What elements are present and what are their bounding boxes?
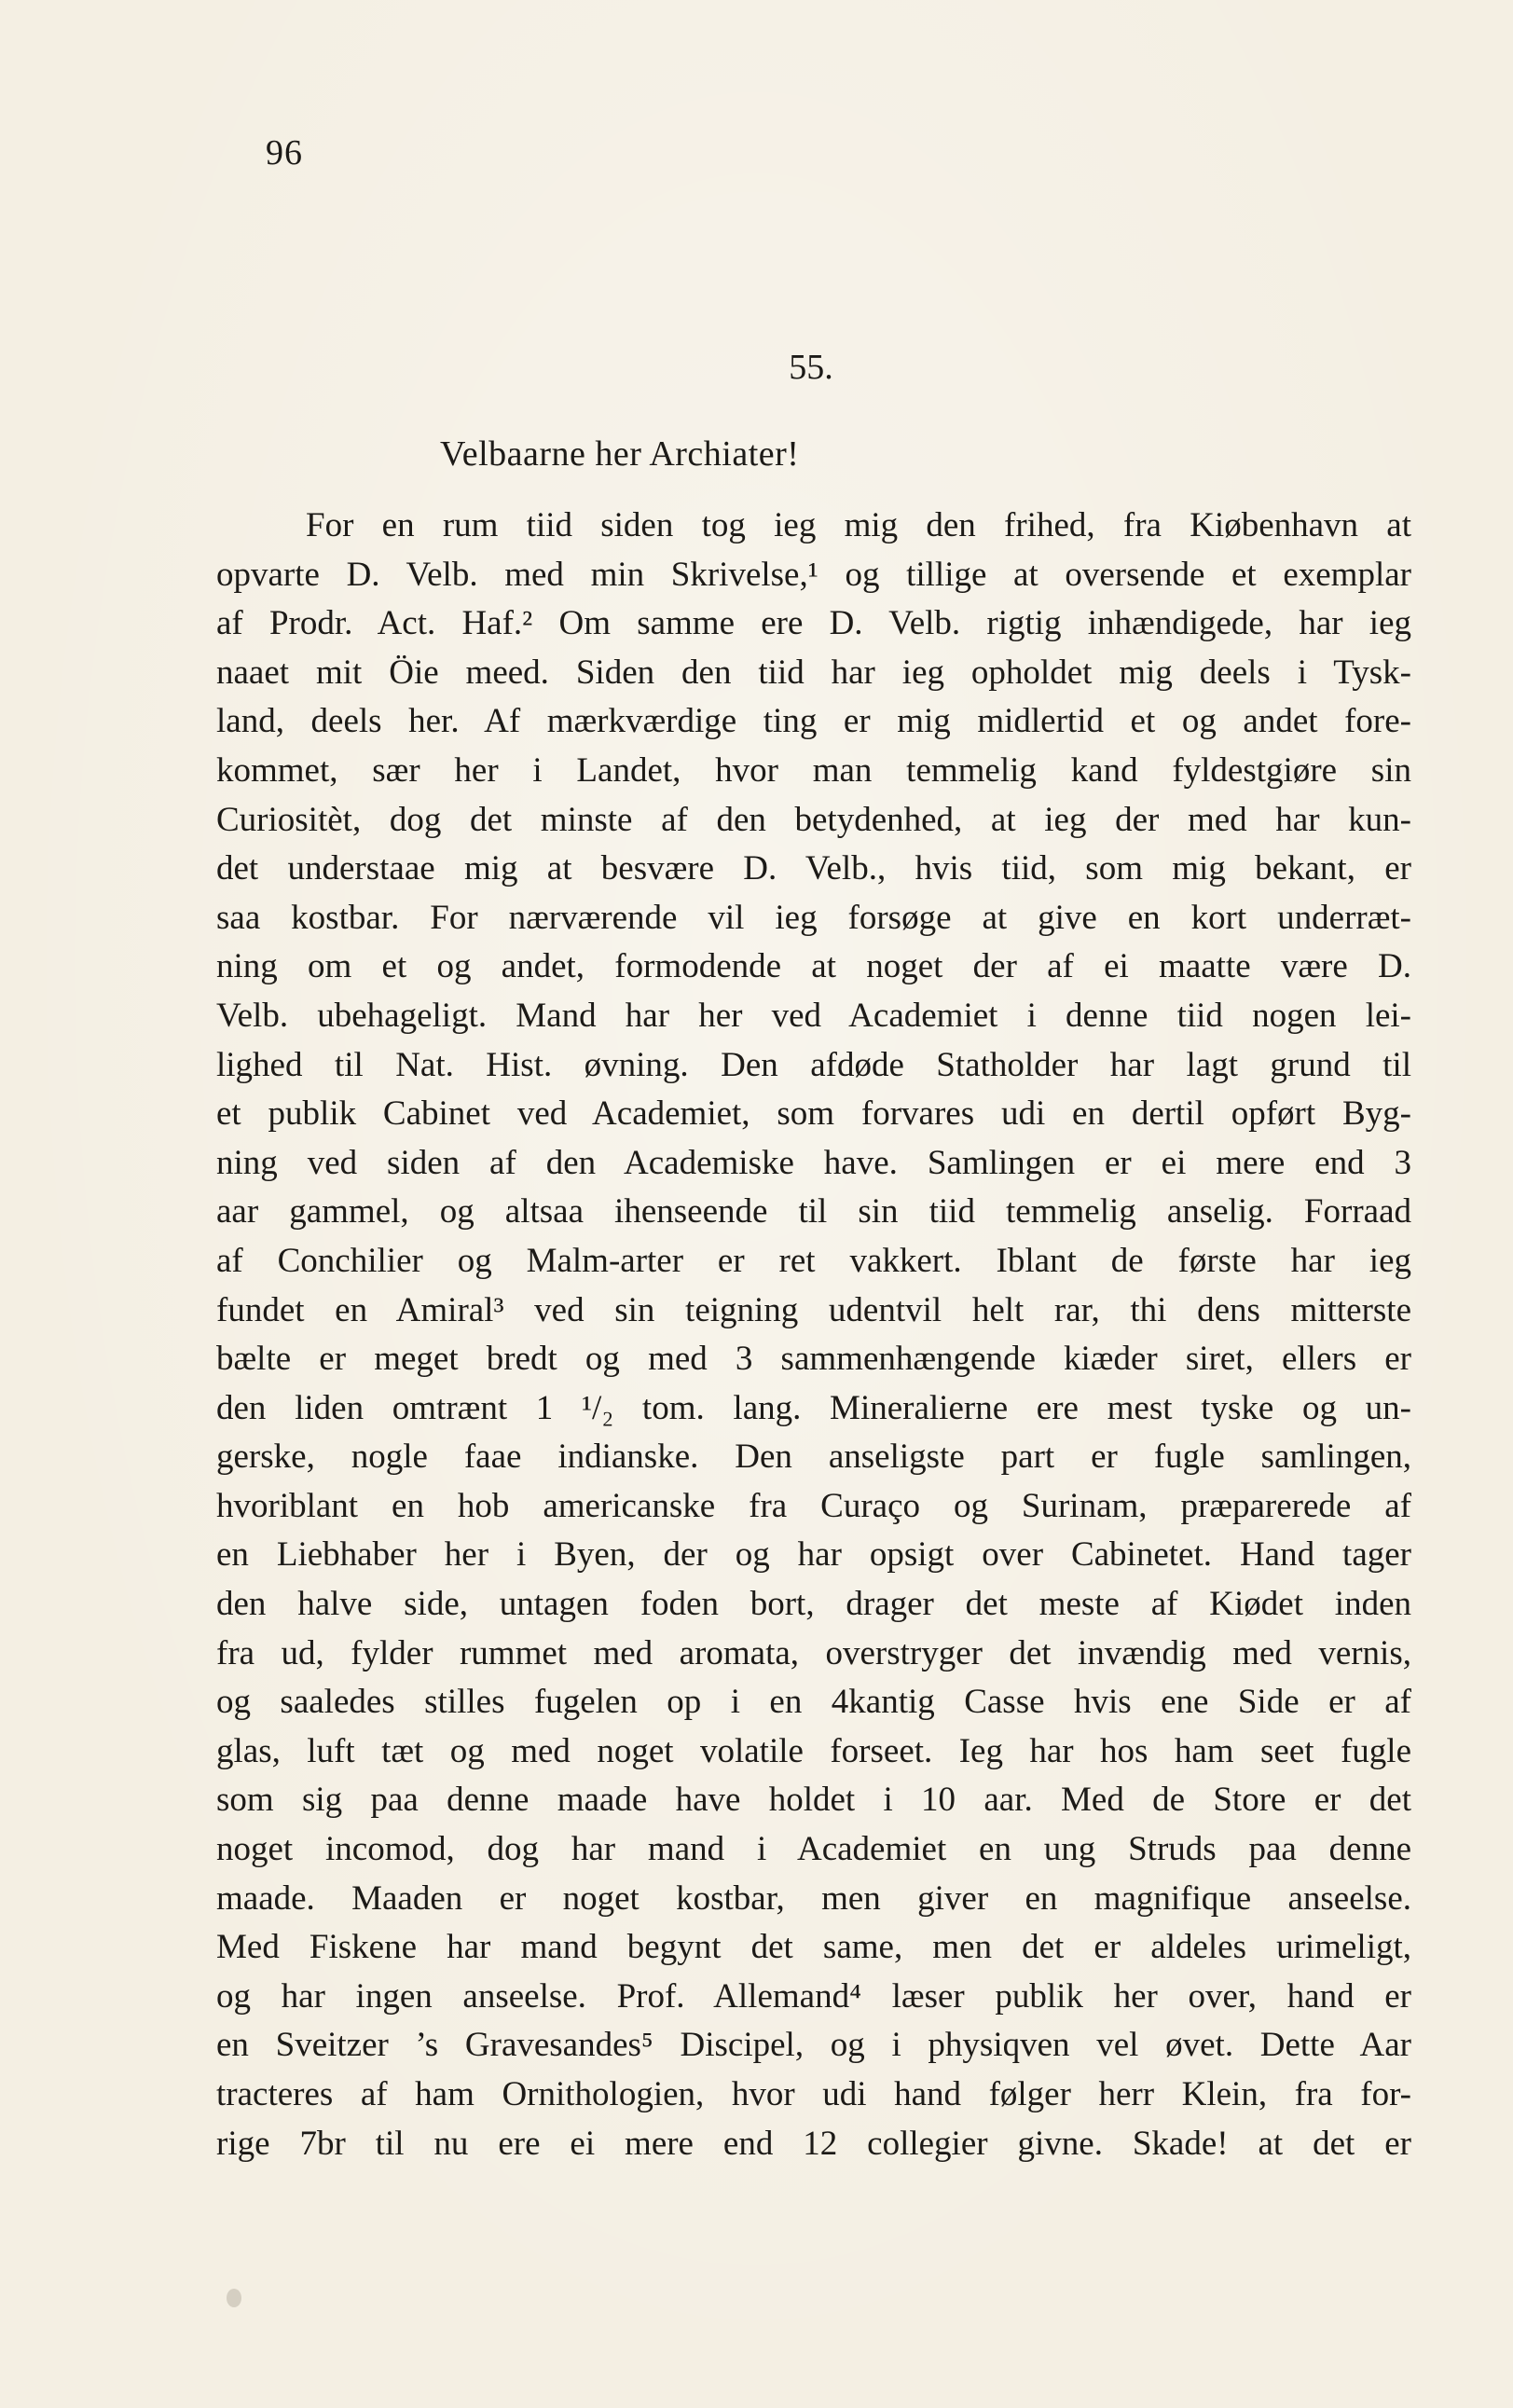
- text-line: maade. Maaden er noget kostbar, men giver en magnifique anseelse.: [216, 1878, 1411, 1918]
- text-line: fundet en Amiral³ ved sin teigning udentvil helt rar, thi dens mitterste: [216, 1290, 1411, 1329]
- text-line: noget incomod, dog har mand i Academiet en ung Struds paa denne: [216, 1830, 1411, 1869]
- text-line: af Prodr. Act. Haf.² Om samme ere D. Velb. rigtig inhændigede, har ieg: [216, 604, 1411, 643]
- salutation: Velbaarne her Archiater!: [440, 434, 800, 474]
- text-line: naaet mit Öie meed. Siden den tiid har ieg opholdet mig deels i Tysk-: [216, 653, 1411, 692]
- text-line: ning om et og andet, formodende at noget der af ei maatte være D.: [216, 947, 1411, 986]
- text-line: aar gammel, og altsaa ihenseende til sin tiid temmelig anselig. Forraad: [216, 1192, 1411, 1232]
- text-line: en Sveitzer ’s Gravesandes⁵ Discipel, og i physiqven vel øvet. Dette Aar: [216, 2026, 1411, 2065]
- text-line: gerske, nogle faae indianske. Den anseligste part er fugle samlingen,: [216, 1438, 1411, 1477]
- text-line: den liden omtrænt 1 ¹/₂ tom. lang. Mineralierne ere mest tyske og un-: [216, 1388, 1411, 1427]
- text-line: rige 7br til nu ere ei mere end 12 collegier givne. Skade! at det er: [216, 2124, 1411, 2163]
- text-line: hvoriblant en hob americanske fra Curaço og Surinam, præparerede af: [216, 1486, 1411, 1525]
- text-line: som sig paa denne maade have holdet i 10 aar. Med de Store er det: [216, 1781, 1411, 1820]
- text-line: tracteres af ham Ornithologien, hvor udi hand følger herr Klein, fra for-: [216, 2075, 1411, 2113]
- text-line: For en rum tiid siden tog ieg mig den frihed, fra Kiøbenhavn at: [306, 506, 1411, 544]
- text-line: kommet, sær her i Landet, hvor man temmelig kand fyldestgiøre sin: [216, 750, 1411, 790]
- page-number: 96: [266, 133, 303, 172]
- letter-number: 55.: [789, 348, 833, 387]
- text-line: Med Fiskene har mand begynt det same, men det er aldeles urimeligt,: [216, 1928, 1411, 1967]
- text-line: et publik Cabinet ved Academiet, som forvares udi en dertil opført Byg-: [216, 1094, 1411, 1134]
- text-line: opvarte D. Velb. med min Skrivelse,¹ og tillige at oversende et exemplar: [216, 555, 1411, 594]
- text-line: ning ved siden af den Academiske have. Samlingen er ei mere end 3: [216, 1143, 1411, 1182]
- text-line: Velb. ubehageligt. Mand har her ved Academiet i denne tiid nogen lei-: [216, 996, 1411, 1035]
- paper-smudge: [227, 2289, 241, 2307]
- text-line: den halve side, untagen foden bort, drager det meste af Kiødet inden: [216, 1585, 1411, 1624]
- text-line: af Conchilier og Malm-arter er ret vakkert. Iblant de første har ieg: [216, 1241, 1411, 1280]
- text-line: Curiositèt, dog det minste af den betydenhed, at ieg der med har kun-: [216, 800, 1411, 839]
- text-line: glas, luft tæt og med noget volatile forseet. Ieg har hos ham seet fugle: [216, 1731, 1411, 1770]
- text-line: bælte er meget bredt og med 3 sammenhængende kiæder siret, ellers er: [216, 1340, 1411, 1379]
- text-line: fra ud, fylder rummet med aromata, overstryger det invændig med vernis,: [216, 1633, 1411, 1672]
- text-line: land, deels her. Af mærkværdige ting er mig midlertid et og andet fore-: [216, 702, 1411, 741]
- text-line: lighed til Nat. Hist. øvning. Den afdøde Statholder har lagt grund til: [216, 1045, 1411, 1084]
- text-line: saa kostbar. For nærværende vil ieg forsøge at give en kort underræt-: [216, 898, 1411, 937]
- text-line: det understaae mig at besvære D. Velb., hvis tiid, som mig bekant, er: [216, 849, 1411, 888]
- text-line: og saaledes stilles fugelen op i en 4kantig Casse hvis ene Side er af: [216, 1683, 1411, 1722]
- text-line: og har ingen anseelse. Prof. Allemand⁴ læser publik her over, hand er: [216, 1976, 1411, 2016]
- letter-body: [216, 502, 1411, 2168]
- text-line: en Liebhaber her i Byen, der og har opsigt over Cabinetet. Hand tager: [216, 1535, 1411, 1575]
